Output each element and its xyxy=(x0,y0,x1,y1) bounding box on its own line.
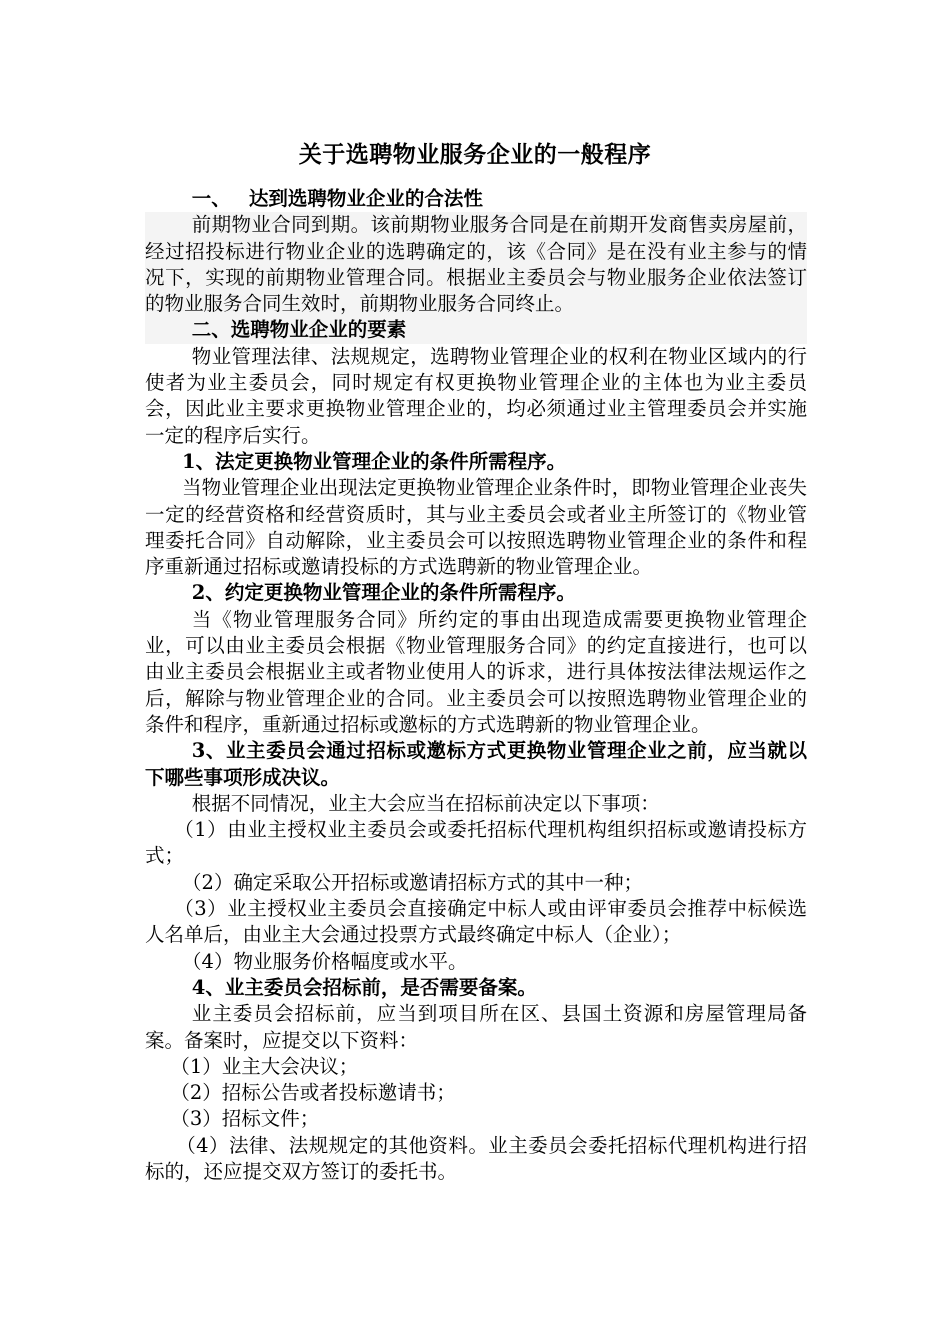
item-4-intro: 业主委员会招标前，应当到项目所在区、县国土资源和房屋管理局备案。备案时，应提交以下资料： xyxy=(145,1002,807,1052)
item-1-paragraph: 当物业管理企业出现法定更换物业管理企业条件时，即物业管理企业丧失一定的经营资格和经营资质时，其与业主委员会或者业主所签订的《物业管理委托合同》自动解除，业主委员会可以按照选聘物业管理企业的条件和程序重新通过招标或邀请投标的方式选聘新的物业管理企业。 xyxy=(145,476,807,579)
item-3-list-item: （2）确定采取公开招标或邀请招标方式的其中一种； xyxy=(182,870,643,894)
document-body xyxy=(145,186,807,1185)
item-3-heading: 3、业主委员会通过招标或邀标方式更换物业管理企业之前，应当就以下哪些事项形成决议。 xyxy=(145,739,807,789)
item-2-paragraph: 当《物业管理服务合同》所约定的事由出现造成需要更换物业管理企业，可以由业主委员会根据《物业管理服务合同》的约定直接进行，也可以由业主委员会根据业主或者物业使用人的诉求，进行具体按法律法规运作之后，解除与物业管理企业的合同。业主委员会可以按照选聘物业管理企业的条件和程序，重新通过招标或邀标的方式选聘新的物业管理企业。 xyxy=(145,607,807,736)
document-title: 关于选聘物业服务企业的一般程序 xyxy=(298,141,652,168)
section-1-number: 一、 xyxy=(191,187,231,210)
section-1-paragraph: 前期物业合同到期。该前期物业服务合同是在前期开发商售卖房屋前，经过招投标进行物业企业的选聘确定的，该《合同》是在没有业主参与的情况下，实现的前期物业管理合同。根据业主委员会与物业服务企业依法签订的物业服务合同生效时，前期物业服务合同终止。 xyxy=(145,212,807,317)
item-3-intro: 根据不同情况，业主大会应当在招标前决定以下事项： xyxy=(191,791,660,815)
item-4-list-item: （2）招标公告或者投标邀请书； xyxy=(170,1081,456,1105)
section-1-heading xyxy=(145,186,807,212)
item-4-list-item: （3）招标文件； xyxy=(170,1107,320,1131)
item-1-heading: 1、法定更换物业管理企业的条件所需程序。 xyxy=(182,449,567,473)
section-2-paragraph: 物业管理法律、法规规定，选聘物业管理企业的权利在物业区域内的行使者为业主委员会，同时规定有权更换物业管理企业的主体也为业主委员会，因此业主要求更换物业管理企业的，均必须通过业主管理委员会并实施一定的程序后实行。 xyxy=(145,344,807,447)
section-1-title: 达到选聘物业企业的合法性 xyxy=(248,187,483,210)
item-3-list-item: （4）物业服务价格幅度或水平。 xyxy=(182,949,468,973)
section-2-heading: 二、选聘物业企业的要素 xyxy=(145,317,807,343)
item-4-list-item: （4）法律、法规规定的其他资料。业主委员会委托招标代理机构进行招标的，还应提交双方签订的委托书。 xyxy=(145,1133,807,1183)
item-4-list-item: （1）业主大会决议； xyxy=(170,1054,359,1078)
item-2-heading: 2、约定更换物业管理企业的条件所需程序。 xyxy=(191,581,576,605)
item-3-list-item: （1）由业主授权业主委员会或委托招标代理机构组织招标或邀请投标方式； xyxy=(145,818,807,868)
item-3-list-item: （3）业主授权业主委员会直接确定中标人或由评审委员会推荐中标候选人名单后，由业主大会通过投票方式最终确定中标人（企业）； xyxy=(145,897,807,947)
item-4-heading: 4、业主委员会招标前，是否需要备案。 xyxy=(191,975,537,999)
